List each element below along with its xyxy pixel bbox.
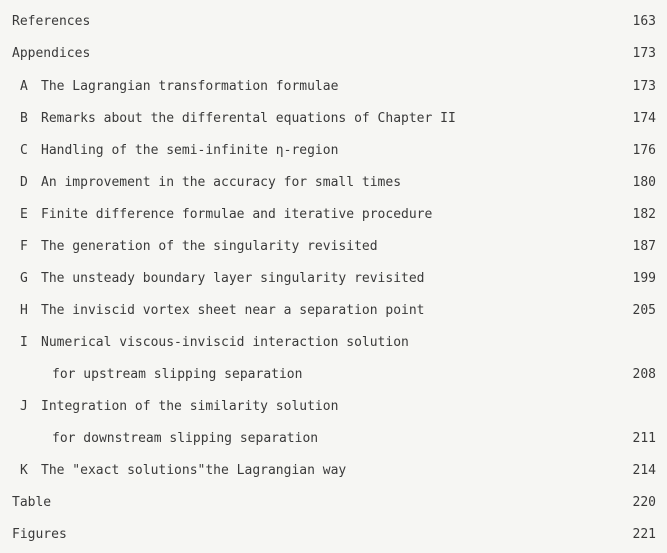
toc-entry-appendix-b bbox=[0, 109, 667, 129]
toc-entry-title: The "exact solutions"the Lagrangian way bbox=[41, 463, 347, 478]
toc-entry-title: for upstream slipping separation bbox=[52, 367, 303, 382]
toc-entry-appendix-i bbox=[0, 333, 667, 353]
toc-entry-figures bbox=[0, 525, 667, 545]
toc-entry-title: Finite difference formulae and iterative procedure bbox=[41, 207, 433, 222]
toc-entry-title: The generation of the singularity revisited bbox=[41, 239, 378, 254]
toc-entry-title: An improvement in the accuracy for small times bbox=[41, 175, 402, 190]
toc-entry-letter: C bbox=[20, 143, 28, 158]
toc-entry-title: Remarks about the differental equations of Chapter II bbox=[41, 111, 456, 126]
toc-entry-letter: E bbox=[20, 207, 28, 222]
toc-entry-page: 199 bbox=[632, 271, 656, 286]
toc-entry-letter: F bbox=[20, 239, 28, 254]
toc-entry-page: 220 bbox=[632, 495, 656, 510]
toc-entry-page: 205 bbox=[632, 303, 656, 318]
toc-entry-page: 176 bbox=[632, 143, 656, 158]
toc-entry-title: Handling of the semi-infinite η-region bbox=[41, 143, 339, 158]
toc-entry-appendices bbox=[0, 44, 667, 64]
toc-entry-letter: D bbox=[20, 175, 28, 190]
toc-entry-letter: K bbox=[20, 463, 28, 478]
toc-entry-page: 214 bbox=[632, 463, 656, 478]
toc-entry-title: Table bbox=[12, 495, 52, 510]
toc-entry-title: Integration of the similarity solution bbox=[41, 399, 339, 414]
toc-entry-title: Figures bbox=[12, 527, 67, 542]
toc-entry-page: 187 bbox=[632, 239, 656, 254]
toc-entry-title: Appendices bbox=[12, 46, 91, 61]
toc-entry-title: Numerical viscous-inviscid interaction solution bbox=[41, 335, 409, 350]
toc-entry-page: 211 bbox=[632, 431, 656, 446]
toc-entry-letter: A bbox=[20, 79, 28, 94]
toc-entry-page: 182 bbox=[632, 207, 656, 222]
toc-entry-appendix-e bbox=[0, 205, 667, 225]
toc-entry-letter: J bbox=[20, 399, 28, 414]
toc-entry-page: 174 bbox=[632, 111, 656, 126]
toc-entry-letter: I bbox=[20, 335, 28, 350]
toc-entry-appendix-a bbox=[0, 77, 667, 97]
toc-entry-page: 173 bbox=[632, 46, 656, 61]
toc-entry-appendix-h bbox=[0, 301, 667, 321]
toc-entry-appendix-c bbox=[0, 141, 667, 161]
toc-entry-appendix-k bbox=[0, 461, 667, 481]
toc-entry-appendix-d bbox=[0, 173, 667, 193]
toc-entry-appendix-g bbox=[0, 269, 667, 289]
toc-entry-title: for downstream slipping separation bbox=[52, 431, 319, 446]
toc-entry-page: 180 bbox=[632, 175, 656, 190]
toc-entry-title: The unsteady boundary layer singularity revisited bbox=[41, 271, 425, 286]
toc-entry-title: References bbox=[12, 14, 91, 29]
toc-entry-letter: H bbox=[20, 303, 28, 318]
toc-entry-page: 208 bbox=[632, 367, 656, 382]
toc-entry-appendix-f bbox=[0, 237, 667, 257]
toc-entry-page: 163 bbox=[632, 14, 656, 29]
toc-entry-title: The Lagrangian transformation formulae bbox=[41, 79, 339, 94]
toc-entry-title: The inviscid vortex sheet near a separation point bbox=[41, 303, 425, 318]
toc-entry-table bbox=[0, 493, 667, 513]
toc-entry-appendix-i-continued bbox=[0, 365, 667, 385]
toc-entry-letter: B bbox=[20, 111, 28, 126]
toc-entry-page: 173 bbox=[632, 79, 656, 94]
toc-entry-appendix-j-continued bbox=[0, 429, 667, 449]
toc-entry-references bbox=[0, 12, 667, 32]
toc-entry-page: 221 bbox=[632, 527, 656, 542]
toc-entry-appendix-j bbox=[0, 397, 667, 417]
toc-entry-letter: G bbox=[20, 271, 28, 286]
